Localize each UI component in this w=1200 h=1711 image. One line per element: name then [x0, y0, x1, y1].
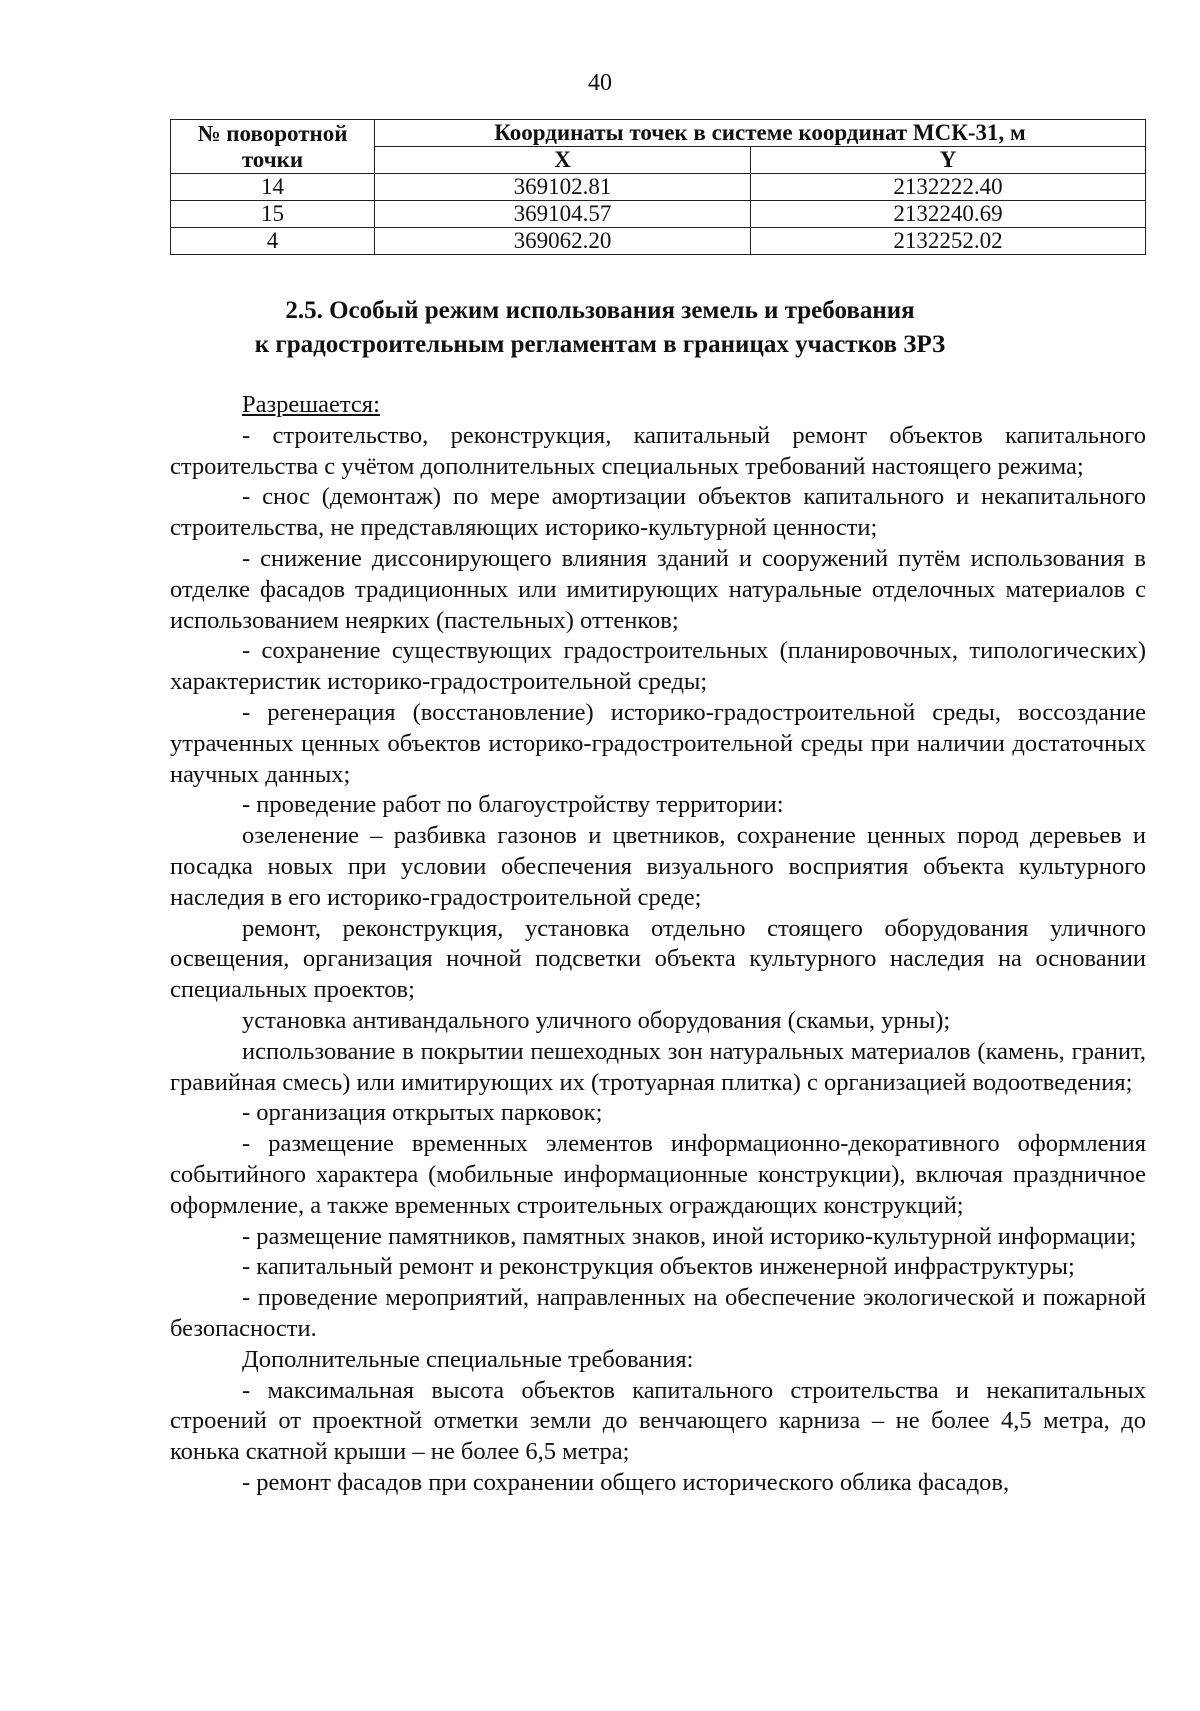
cell-x: 369104.57: [375, 201, 751, 228]
paragraph: - проведение мероприятий, направленных на обеспечение экологической и пожарной безопасности.: [170, 1284, 1146, 1342]
cell-y: 2132240.69: [751, 201, 1146, 228]
cell-point: 4: [171, 228, 375, 255]
header-y: Y: [751, 147, 1146, 174]
table-row: [171, 201, 1146, 228]
paragraph: - размещение памятников, памятных знаков, иной историко-культурной информации;: [242, 1222, 1137, 1250]
paragraph: - организация открытых парковок;: [242, 1099, 603, 1127]
paragraph: - снижение диссонирующего влияния зданий и сооружений путём использования в отделке фасадов традиционных или имитирующих натуральные отделочных материалов с использованием неярких (пастельных) оттенков;: [170, 544, 1146, 634]
cell-point: 14: [171, 174, 375, 201]
cell-x: 369062.20: [375, 228, 751, 255]
paragraph: - размещение временных элементов информационно-декоративного оформления событийного характера (мобильные информационные конструкции), включая праздничное оформление, а также временных строительных ограждающих конструкций;: [170, 1130, 1146, 1219]
cell-y: 2132222.40: [751, 174, 1146, 201]
paragraph: - строительство, реконструкция, капитальный ремонт объектов капитального строительства с учётом дополнительных специальных требований настоящего режима;: [170, 421, 1146, 480]
paragraph: - проведение работ по благоустройству территории:: [242, 791, 784, 819]
paragraph: - капитальный ремонт и реконструкция объектов инженерной инфраструктуры;: [242, 1253, 1075, 1281]
paragraph: установка антивандального уличного оборудования (скамьи, урны);: [242, 1006, 951, 1034]
paragraph: - сохранение существующих градостроительных (планировочных, типологических) характеристик историко-градостроительной среды;: [170, 637, 1146, 696]
allowed-heading: Разрешается:: [242, 391, 380, 418]
paragraph: - снос (демонтаж) по мере амортизации объектов капитального и некапитального строительства, не представляющих историко-культурной ценности;: [170, 483, 1146, 542]
page-number: 40: [588, 70, 612, 96]
cell-point: 15: [171, 201, 375, 228]
paragraph: - регенерация (восстановление) историко-градостроительной среды, воссоздание утраченных ценных объектов историко-градостроительной среды при наличии достаточных научных данных;: [170, 698, 1146, 788]
table-row: [171, 174, 1146, 201]
section-heading: [0, 294, 1200, 362]
body-text: [170, 390, 1146, 1499]
header-point-number: № поворотной точки: [171, 120, 375, 174]
paragraph: озеленение – разбивка газонов и цветников, сохранение ценных пород деревьев и посадка новых при условии обеспечения визуального восприятия объекта культурного наследия в его историко-градостроительной среде;: [170, 822, 1146, 911]
header-coordinates: Координаты точек в системе координат МСК-31, м: [375, 120, 1146, 147]
section-title-line-1: 2.5. Особый режим использования земель и требования: [285, 297, 915, 324]
paragraph: использование в покрытии пешеходных зон натуральных материалов (камень, гранит, гравийная смесь) или имитирующих их (тротуарная плитка) с организацией водоотведения;: [170, 1037, 1146, 1096]
cell-y: 2132252.02: [751, 228, 1146, 255]
coordinates-table: [170, 119, 1146, 255]
additional-requirements-heading: Дополнительные специальные требования:: [242, 1345, 694, 1373]
table-header-row: [171, 120, 1146, 147]
paragraph: ремонт, реконструкция, установка отдельно стоящего оборудования уличного освещения, организация ночной подсветки объекта культурного наследия на основании специальных проектов;: [170, 914, 1146, 1004]
cell-x: 369102.81: [375, 174, 751, 201]
section-title-line-2: к градостроительным регламентам в границах участков ЗРЗ: [254, 331, 946, 358]
paragraph: - максимальная высота объектов капитального строительства и некапитальных строений от проектной отметки земли до венчающего карниза – не более 4,5 метра, до конька скатной крыши – не более 6,5 метра;: [170, 1376, 1146, 1466]
table-row: [171, 228, 1146, 255]
header-x: X: [375, 147, 751, 174]
paragraph: - ремонт фасадов при сохранении общего исторического облика фасадов,: [242, 1468, 1010, 1496]
